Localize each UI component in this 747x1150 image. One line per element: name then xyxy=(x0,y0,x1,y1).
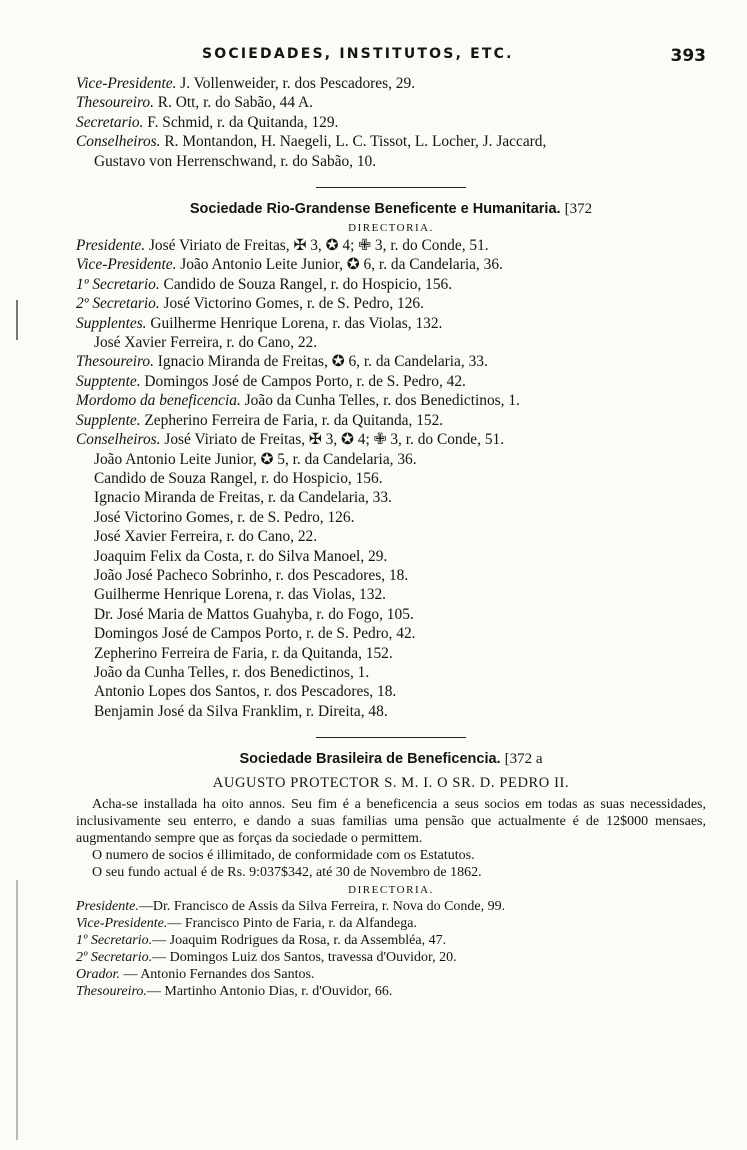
entry-text: — Martinho Antonio Dias, r. d'Ouvidor, 66. xyxy=(146,984,393,1000)
role-label: Vice-Presidente. xyxy=(76,256,177,274)
entry-text: Dr. José Maria de Mattos Guahyba, r. do Fogo, 105. xyxy=(94,605,414,623)
entry-line xyxy=(76,605,706,624)
entry-line xyxy=(76,450,706,469)
directoria-list-brasileira xyxy=(76,898,706,1000)
entry-text: João da Cunha Telles, r. dos Benedictinos, 1. xyxy=(94,663,370,681)
entry-text: José Victorino Gomes, r. de S. Pedro, 126. xyxy=(94,508,355,526)
entry-line xyxy=(76,469,706,488)
entry-line xyxy=(76,314,706,333)
entry-text: — Joaquim Rodrigues da Rosa, r. da Assembléa, 47. xyxy=(152,933,447,949)
entry-line xyxy=(76,411,706,430)
entry-line xyxy=(76,508,706,527)
entry-line xyxy=(76,152,706,171)
entry-line xyxy=(76,333,706,352)
entry-line xyxy=(76,624,706,643)
role-label: Thesoureiro. xyxy=(76,984,147,1000)
entry-line xyxy=(76,93,706,112)
entry-line xyxy=(76,132,706,151)
entry-text: F. Schmid, r. da Quitanda, 129. xyxy=(143,113,339,131)
entry-text: João José Pacheco Sobrinho, r. dos Pescadores, 18. xyxy=(94,566,409,584)
entry-line xyxy=(76,663,706,682)
role-label: Vice-Presidente. xyxy=(76,75,177,92)
entry-line xyxy=(76,236,706,255)
margin-scan-mark xyxy=(16,880,18,1140)
entry-text: Gustavo von Herrenschwand, r. do Sabão, 10. xyxy=(94,152,377,170)
entry-text: Guilherme Henrique Lorena, r. das Violas, 132. xyxy=(146,314,443,332)
entry-line xyxy=(76,547,706,566)
entry-line xyxy=(76,113,706,132)
role-label: Vice-Presidente. xyxy=(76,916,168,932)
entry-text: Guilherme Henrique Lorena, r. das Violas, 132. xyxy=(94,586,386,604)
entry-text: Antonio Lopes dos Santos, r. dos Pescadores, 18. xyxy=(94,683,397,701)
entry-text: Domingos José de Campos Porto, r. de S. Pedro, 42. xyxy=(140,372,466,390)
entry-text: João Antonio Leite Junior, ✪ 6, r. da Candelaria, 36. xyxy=(176,256,503,274)
entry-line xyxy=(76,932,706,949)
entry-text: J. Vollenweider, r. dos Pescadores, 29. xyxy=(176,75,416,92)
directoria-heading: DIRECTORIA. xyxy=(348,222,434,235)
role-label: Conselheiros. xyxy=(76,133,161,151)
running-title: SOCIEDADES, INSTITUTOS, ETC. xyxy=(202,46,514,62)
entry-text: José Xavier Ferreira, r. do Cano, 22. xyxy=(94,334,318,352)
role-label: Conselheiros. xyxy=(76,431,161,449)
entry-line xyxy=(76,585,706,604)
role-label: 1º Secretario. xyxy=(76,275,160,293)
entry-line xyxy=(76,682,706,701)
role-label: Supplente. xyxy=(76,411,141,429)
role-label: Presidente. xyxy=(76,237,146,255)
role-label: Supplentes. xyxy=(76,314,147,332)
section-divider xyxy=(316,737,466,738)
role-label: Thesoureiro. xyxy=(76,353,154,371)
entry-text: — Antonio Fernandes dos Santos. xyxy=(119,967,315,983)
members-note: O numero de socios é illimitado, de conformidade com os Estatutos. xyxy=(92,848,475,864)
entry-text: Domingos José de Campos Porto, r. de S. Pedro, 42. xyxy=(94,625,416,643)
entry-line xyxy=(76,898,706,915)
role-label: Supptente. xyxy=(76,372,141,390)
role-label: Secretario. xyxy=(76,113,144,131)
role-label: Mordomo da beneficencia. xyxy=(76,392,241,410)
section-title-rio-grandense: Sociedade Rio-Grandense Beneficente e Humanitaria. [372 xyxy=(189,201,593,218)
entry-line xyxy=(76,915,706,932)
entry-line xyxy=(76,294,706,313)
entry-line xyxy=(76,352,706,371)
page-number: 393 xyxy=(670,46,706,66)
role-label: 1º Secretario. xyxy=(76,933,153,949)
entry-line xyxy=(76,255,706,274)
directoria-heading: DIRECTORIA. xyxy=(348,884,434,897)
entry-text: Benjamin José da Silva Franklim, r. Direita, 48. xyxy=(94,702,388,720)
entry-line xyxy=(76,527,706,546)
section-divider xyxy=(316,187,466,188)
entry-text: —Dr. Francisco de Assis da Silva Ferreira, r. Nova do Conde, 99. xyxy=(138,899,506,915)
description-paragraph: Acha-se installada ha oito annos. Seu fim é a beneficencia a seus socios em todas as suas necessidades, inclusivamente seu enterro, e dando a suas familias uma pensão que actualmente é de 12$000 mensaes, augmentando sempre que as forças da sociedade o permittem. xyxy=(76,797,706,847)
page-header xyxy=(76,46,706,74)
entry-line xyxy=(76,74,706,93)
entry-line xyxy=(76,275,706,294)
entry-text: José Xavier Ferreira, r. do Cano, 22. xyxy=(94,528,318,546)
top-member-list xyxy=(76,74,706,171)
entry-text: Zepherino Ferreira de Faria, r. da Quitanda, 152. xyxy=(94,644,393,662)
book-page xyxy=(76,46,706,1000)
entry-text: Candido de Souza Rangel, r. do Hospicio, 156. xyxy=(94,469,383,487)
role-label: Orador. xyxy=(76,967,120,983)
entry-line xyxy=(76,702,706,721)
entry-text: Ignacio Miranda de Freitas, ✪ 6, r. da Candelaria, 33. xyxy=(153,353,488,371)
entry-line xyxy=(76,372,706,391)
entry-text: — Domingos Luiz dos Santos, travessa d'Ouvidor, 20. xyxy=(152,950,457,966)
entry-text: R. Montandon, H. Naegeli, L. C. Tissot, L. Locher, J. Jaccard, xyxy=(160,133,547,151)
role-label: Presidente. xyxy=(76,899,139,915)
entry-text: José Victorino Gomes, r. de S. Pedro, 126. xyxy=(159,295,424,313)
entry-text: Candido de Souza Rangel, r. do Hospicio, 156. xyxy=(159,275,453,293)
entry-line xyxy=(76,430,706,449)
fund-note: O seu fundo actual é de Rs. 9:037$342, até 30 de Novembro de 1862. xyxy=(92,865,482,881)
entry-text: José Viriato de Freitas, ✠ 3, ✪ 4; ✙ 3, r. do Conde, 51. xyxy=(145,237,489,255)
entry-text: Joaquim Felix da Costa, r. do Silva Manoel, 29. xyxy=(94,547,388,565)
entry-text: José Viriato de Freitas, ✠ 3, ✪ 4; ✙ 3, r. do Conde, 51. xyxy=(160,431,505,449)
role-label: Thesoureiro. xyxy=(76,94,154,112)
margin-scan-mark xyxy=(16,300,18,340)
entry-line xyxy=(76,488,706,507)
entry-line xyxy=(76,949,706,966)
entry-line xyxy=(76,391,706,410)
entry-text: — Francisco Pinto de Faria, r. da Alfandega. xyxy=(167,916,417,932)
entry-text: R. Ott, r. do Sabão, 44 A. xyxy=(153,94,313,112)
entry-text: João da Cunha Telles, r. dos Benedictinos, 1. xyxy=(240,392,520,410)
entry-line xyxy=(76,644,706,663)
directoria-list-rio-grandense xyxy=(76,236,706,721)
protector-line: AUGUSTO PROTECTOR S. M. I. O SR. D. PEDRO II. xyxy=(212,775,570,792)
entry-text: Ignacio Miranda de Freitas, r. da Candelaria, 33. xyxy=(94,489,392,507)
entry-line xyxy=(76,966,706,983)
role-label: 2º Secretario. xyxy=(76,950,153,966)
entry-line xyxy=(76,566,706,585)
section-title-brasileira: Sociedade Brasileira de Beneficencia. [372 a xyxy=(239,751,543,768)
entry-text: Zepherino Ferreira de Faria, r. da Quitanda, 152. xyxy=(140,411,444,429)
role-label: 2º Secretario. xyxy=(76,295,160,313)
entry-text: João Antonio Leite Junior, ✪ 5, r. da Candelaria, 36. xyxy=(94,450,417,468)
entry-line xyxy=(76,983,706,1000)
